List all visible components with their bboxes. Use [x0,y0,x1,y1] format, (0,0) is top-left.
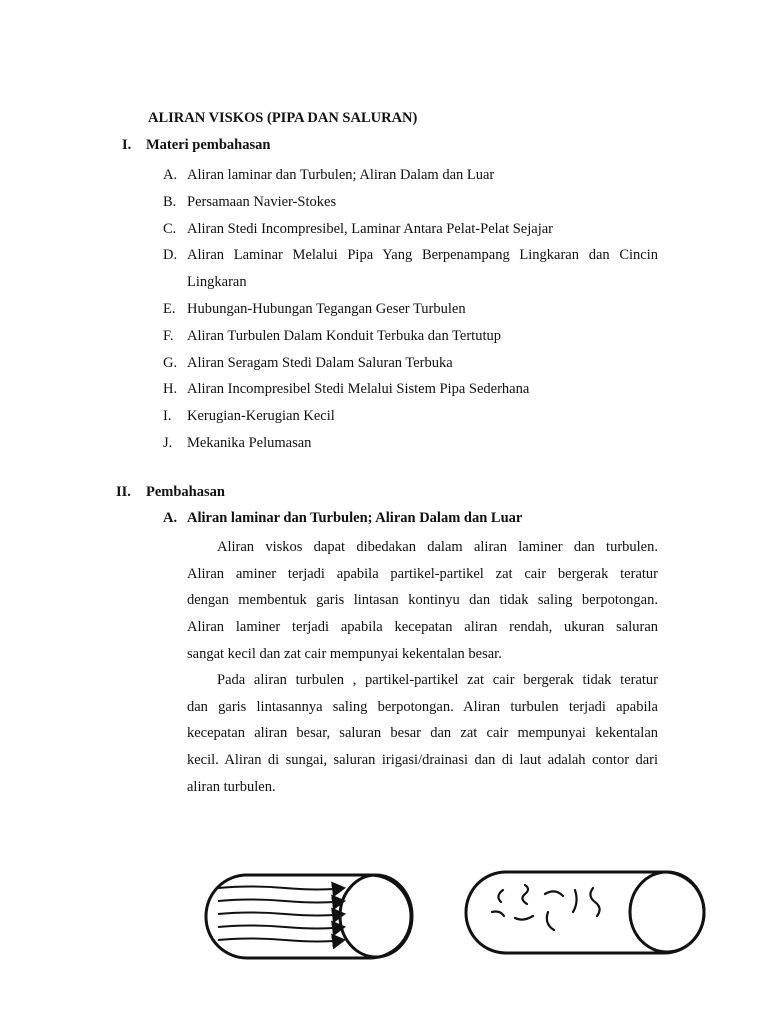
section-2-heading [116,484,225,501]
laminar-pipe-figure [206,875,412,958]
eddy-line [590,888,599,916]
document-title: ALIRAN VISKOS (PIPA DAN SALURAN) [148,110,418,126]
section-1-title: Materi pembahasan [146,137,271,153]
section-1-heading [122,137,270,154]
streamline-arrow [218,939,344,942]
item-text: Aliran laminar dan Turbulen; Aliran Dalam dan Luar [187,167,495,183]
item-text-continued: Lingkaran [187,274,247,291]
item-letter: I. [163,408,172,425]
paragraph-line: sangat kecil dan zat cair mempunyai kekentalan besar. [187,645,502,662]
list-item [163,376,658,403]
paragraph-line: Aliran viskos dapat dibedakan dalam aliran laminer dan turbulen. [217,539,658,555]
paragraph-line: Pada aliran turbulen , partikel-partikel zat cair bergerak tidak teratur [217,672,658,688]
flow-diagrams [0,860,768,1024]
item-letter: J. [163,434,173,451]
eddy-line [522,885,528,904]
item-text: Hubungan-Hubungan Tegangan Geser Turbulen [187,300,466,317]
turbulent-pipe-opening [630,872,704,952]
streamline-arrow [218,913,344,916]
streamline-arrow [218,887,344,890]
topic-list [163,162,658,457]
item-letter: C. [163,220,177,237]
list-item [163,350,658,377]
paragraph-line: aliran turbulen. [187,778,276,795]
eddy-line [492,912,504,917]
list-item [163,216,658,243]
list-item [163,403,658,430]
paragraph-line: kecepatan aliran besar, saluran besar dan zat cair mempunyai kekentalan [187,725,658,742]
section-2-title: Pembahasan [146,484,225,500]
item-text: Persamaan Navier-Stokes [187,193,337,210]
eddy-line [547,912,554,930]
list-item [163,242,658,296]
item-letter: H. [163,381,178,398]
item-letter: E. [163,300,176,317]
list-item [163,430,658,457]
list-item [163,189,658,216]
subsection-a-letter: A. [163,510,178,526]
paragraph-line: Aliran aminer terjadi apabila partikel-partikel zat cair bergerak teratur [187,565,658,582]
streamline-arrow [218,900,344,903]
item-letter: G. [163,354,178,371]
item-text: Aliran Turbulen Dalam Konduit Terbuka dan Tertutup [187,327,501,344]
item-letter: A. [163,167,178,183]
laminar-pipe-opening [340,875,412,957]
eddy-line [498,890,503,902]
paragraph-turbulent [187,667,658,801]
eddy-line [515,916,533,920]
paragraph-line: dengan membentuk garis lintasan kontinyu dan tidak saling berpotongan. [187,592,658,609]
item-text: Kerugian-Kerugian Kecil [187,408,335,425]
list-item [163,323,658,350]
list-item [163,296,658,323]
laminar-streamlines [218,887,344,942]
item-text: Aliran Seragam Stedi Dalam Saluran Terbuka [187,354,453,371]
paragraph-laminar [187,534,658,668]
section-1-number: I. [122,137,132,153]
item-text: Aliran Laminar Melalui Pipa Yang Berpenampang Lingkaran dan Cincin [187,247,658,264]
item-letter: F. [163,327,174,344]
paragraph-line: dan garis lintasannya saling berpotongan. Aliran turbulen terjadi apabila [187,698,658,715]
item-text: Aliran Stedi Incompresibel, Laminar Antara Pelat-Pelat Sejajar [187,220,554,237]
item-letter: B. [163,193,177,210]
turbulent-pipe-figure [466,872,704,953]
item-text: Aliran Incompresibel Stedi Melalui Sistem Pipa Sederhana [187,381,530,398]
section-2-number: II. [116,484,131,500]
subsection-a-heading [163,510,522,527]
paragraph-line: kecil. Aliran di sungai, saluran irigasi/drainasi dan di laut adalah contor dari [187,752,658,769]
list-item [163,162,658,189]
item-letter: D. [163,247,178,264]
subsection-a-title: Aliran laminar dan Turbulen; Aliran Dalam dan Luar [187,510,523,526]
eddy-line [573,890,577,912]
eddy-line [545,891,563,896]
paragraph-line: Aliran laminer terjadi apabila kecepatan aliran rendah, ukuran saluran [187,619,658,636]
streamline-arrow [218,926,344,929]
item-text: Mekanika Pelumasan [187,434,312,451]
turbulent-eddies [492,885,600,930]
